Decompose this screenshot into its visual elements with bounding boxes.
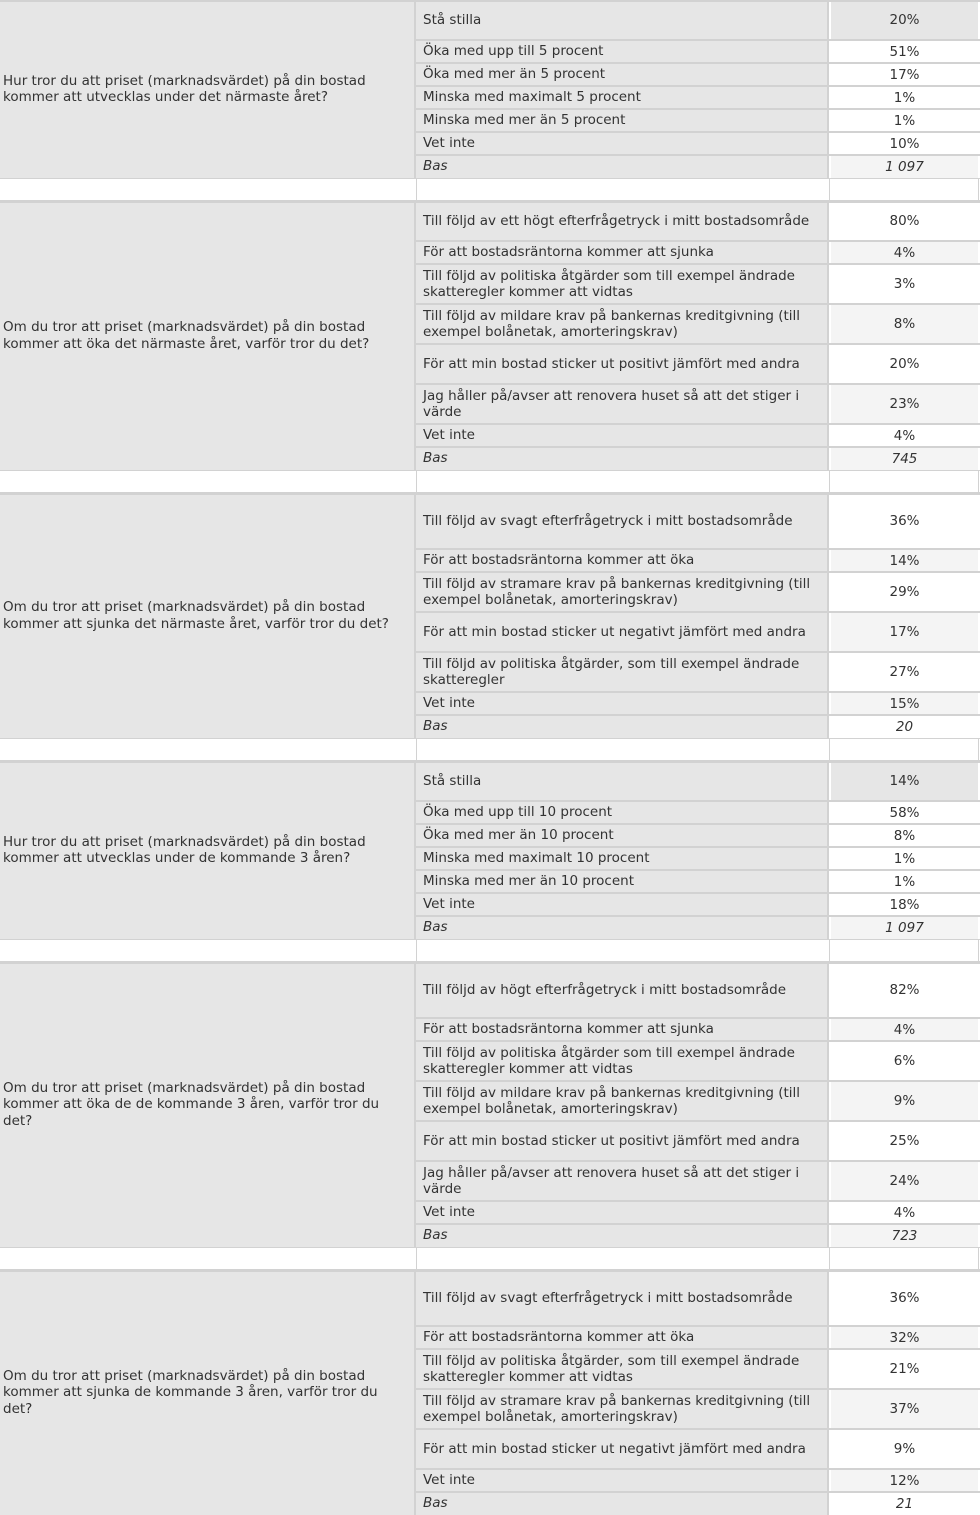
answer-row bbox=[416, 1018, 980, 1041]
answer-row bbox=[416, 1349, 980, 1389]
answer-percentage: 8% bbox=[831, 824, 978, 847]
answer-row bbox=[416, 1081, 980, 1121]
answer-percentage: 8% bbox=[831, 304, 978, 344]
base-label: Bas bbox=[416, 715, 828, 738]
answer-row bbox=[416, 1161, 980, 1201]
base-label: Bas bbox=[416, 1492, 828, 1515]
answer-label: För att bostadsräntorna kommer att öka bbox=[416, 549, 828, 572]
spacer-border bbox=[0, 738, 980, 739]
answer-label: För att min bostad sticker ut positivt jämfört med andra bbox=[416, 344, 828, 384]
answer-percentage: 58% bbox=[831, 801, 978, 824]
question-top-border bbox=[0, 201, 416, 203]
spacer-separator bbox=[829, 178, 830, 201]
answer-percentage: 6% bbox=[831, 1041, 978, 1081]
row-divider bbox=[416, 548, 980, 550]
answer-percentage: 1% bbox=[831, 847, 978, 870]
answer-label: Minska med mer än 10 procent bbox=[416, 870, 828, 893]
row-divider bbox=[416, 1468, 980, 1470]
question-top-border bbox=[0, 493, 416, 495]
question-block bbox=[0, 0, 980, 178]
base-row bbox=[416, 155, 980, 178]
row-divider bbox=[416, 1491, 980, 1493]
spacer-separator bbox=[416, 939, 417, 962]
row-divider bbox=[416, 0, 980, 2]
answer-percentage: 29% bbox=[831, 572, 978, 612]
answer-percentage: 20% bbox=[831, 344, 978, 384]
base-row bbox=[416, 447, 980, 470]
row-divider bbox=[416, 493, 980, 495]
spacer-separator bbox=[829, 470, 830, 493]
answer-row bbox=[416, 86, 980, 109]
answer-label: Minska med maximalt 5 procent bbox=[416, 86, 828, 109]
row-divider bbox=[416, 571, 980, 573]
column-separator-left bbox=[414, 761, 416, 939]
question-block bbox=[0, 1270, 980, 1515]
row-divider bbox=[416, 823, 980, 825]
row-divider bbox=[416, 39, 980, 41]
answer-label: Stå stilla bbox=[416, 0, 828, 40]
answer-row bbox=[416, 1041, 980, 1081]
answer-percentage: 27% bbox=[831, 652, 978, 692]
spacer-separator bbox=[416, 470, 417, 493]
spacer-row bbox=[0, 1247, 980, 1270]
answer-percentage: 20% bbox=[831, 0, 978, 40]
question-text: Om du tror att priset (marknadsvärdet) på din bostad kommer att sjunka de kommande 3 åren, varför tror du det? bbox=[0, 1270, 416, 1515]
answer-row bbox=[416, 962, 980, 1018]
answer-row bbox=[416, 344, 980, 384]
row-divider bbox=[416, 423, 980, 425]
answer-percentage: 36% bbox=[831, 1270, 978, 1326]
column-separator-right bbox=[827, 0, 829, 178]
base-row bbox=[416, 1492, 980, 1515]
answer-percentage: 23% bbox=[831, 384, 978, 424]
answer-percentage: 1% bbox=[831, 86, 978, 109]
question-top-border bbox=[0, 962, 416, 964]
answer-label: Jag håller på/avser att renovera huset så att det stiger i värde bbox=[416, 1161, 828, 1201]
answer-percentage: 82% bbox=[831, 962, 978, 1018]
answer-row bbox=[416, 1326, 980, 1349]
base-count: 1 097 bbox=[831, 155, 978, 178]
base-count: 21 bbox=[831, 1492, 978, 1515]
answer-label: Till följd av politiska åtgärder som till exempel ändrade skatteregler kommer att vidtas bbox=[416, 1041, 828, 1081]
spacer-border bbox=[0, 178, 980, 179]
base-label: Bas bbox=[416, 447, 828, 470]
question-block bbox=[0, 962, 980, 1247]
answer-label: Vet inte bbox=[416, 1469, 828, 1492]
answer-label: För att bostadsräntorna kommer att öka bbox=[416, 1326, 828, 1349]
answer-label: Till följd av svagt efterfrågetryck i mitt bostadsområde bbox=[416, 1270, 828, 1326]
answer-percentage: 24% bbox=[831, 1161, 978, 1201]
spacer-separator bbox=[416, 1247, 417, 1270]
answer-label: Minska med maximalt 10 procent bbox=[416, 847, 828, 870]
column-separator-left bbox=[414, 493, 416, 738]
row-divider bbox=[416, 62, 980, 64]
answer-percentage: 10% bbox=[831, 132, 978, 155]
spacer-border bbox=[0, 1247, 980, 1248]
row-divider bbox=[416, 892, 980, 894]
row-divider bbox=[416, 263, 980, 265]
spacer-separator bbox=[829, 738, 830, 761]
row-divider bbox=[416, 800, 980, 802]
answer-label: För att min bostad sticker ut positivt jämfört med andra bbox=[416, 1121, 828, 1161]
row-divider bbox=[416, 915, 980, 917]
column-separator-right bbox=[827, 1270, 829, 1515]
answer-label: Till följd av stramare krav på bankernas kreditgivning (till exempel bolånetak, amorteringskrav) bbox=[416, 1389, 828, 1429]
spacer-row bbox=[0, 470, 980, 493]
row-divider bbox=[416, 240, 980, 242]
question-top-border bbox=[0, 0, 416, 2]
answer-label: Minska med mer än 5 procent bbox=[416, 109, 828, 132]
answer-percentage: 51% bbox=[831, 40, 978, 63]
answer-row bbox=[416, 761, 980, 801]
answer-percentage: 37% bbox=[831, 1389, 978, 1429]
base-row bbox=[416, 1224, 980, 1247]
spacer-row bbox=[0, 939, 980, 962]
answer-label: Öka med upp till 10 procent bbox=[416, 801, 828, 824]
row-divider bbox=[416, 1120, 980, 1122]
row-divider bbox=[416, 303, 980, 305]
base-label: Bas bbox=[416, 155, 828, 178]
answer-percentage: 15% bbox=[831, 692, 978, 715]
row-divider bbox=[416, 714, 980, 716]
column-separator-right bbox=[827, 201, 829, 470]
answer-row bbox=[416, 132, 980, 155]
spacer-separator bbox=[416, 178, 417, 201]
column-separator-left bbox=[414, 1270, 416, 1515]
row-divider bbox=[416, 846, 980, 848]
answer-row bbox=[416, 824, 980, 847]
row-divider bbox=[416, 1223, 980, 1225]
answer-percentage: 32% bbox=[831, 1326, 978, 1349]
row-divider bbox=[416, 154, 980, 156]
answer-row bbox=[416, 1429, 980, 1469]
spacer-separator bbox=[978, 470, 979, 493]
spacer-separator bbox=[416, 738, 417, 761]
question-top-border bbox=[0, 761, 416, 763]
answer-label: För att min bostad sticker ut negativt jämfört med andra bbox=[416, 1429, 828, 1469]
base-label: Bas bbox=[416, 916, 828, 939]
answer-label: Till följd av mildare krav på bankernas kreditgivning (till exempel bolånetak, amorteringskrav) bbox=[416, 304, 828, 344]
question-text: Om du tror att priset (marknadsvärdet) på din bostad kommer att öka de de kommande 3 åren, varför tror du det? bbox=[0, 962, 416, 1247]
answer-percentage: 18% bbox=[831, 893, 978, 916]
answer-label: Till följd av högt efterfrågetryck i mitt bostadsområde bbox=[416, 962, 828, 1018]
answer-row bbox=[416, 652, 980, 692]
spacer-border bbox=[0, 470, 980, 471]
answer-row bbox=[416, 63, 980, 86]
answer-row bbox=[416, 264, 980, 304]
answer-label: Öka med upp till 5 procent bbox=[416, 40, 828, 63]
answer-label: Till följd av politiska åtgärder, som till exempel ändrade skatteregler bbox=[416, 652, 828, 692]
row-divider bbox=[416, 201, 980, 203]
answer-percentage: 14% bbox=[831, 549, 978, 572]
column-separator-right bbox=[827, 962, 829, 1247]
answer-row bbox=[416, 384, 980, 424]
base-row bbox=[416, 715, 980, 738]
spacer-separator bbox=[829, 939, 830, 962]
answer-label: Stå stilla bbox=[416, 761, 828, 801]
base-count: 723 bbox=[831, 1224, 978, 1247]
answer-percentage: 9% bbox=[831, 1429, 978, 1469]
spacer-separator bbox=[829, 1247, 830, 1270]
column-separator-left bbox=[414, 962, 416, 1247]
row-divider bbox=[416, 1388, 980, 1390]
answer-row bbox=[416, 40, 980, 63]
answer-row bbox=[416, 304, 980, 344]
answer-percentage: 4% bbox=[831, 1018, 978, 1041]
answer-row bbox=[416, 893, 980, 916]
answer-label: För att bostadsräntorna kommer att sjunka bbox=[416, 1018, 828, 1041]
answer-label: Vet inte bbox=[416, 424, 828, 447]
spacer-separator bbox=[978, 1247, 979, 1270]
row-divider bbox=[416, 962, 980, 964]
base-count: 20 bbox=[831, 715, 978, 738]
answer-row bbox=[416, 847, 980, 870]
answer-percentage: 21% bbox=[831, 1349, 978, 1389]
row-divider bbox=[416, 1428, 980, 1430]
column-separator-right bbox=[827, 493, 829, 738]
answer-label: För att bostadsräntorna kommer att sjunka bbox=[416, 241, 828, 264]
answer-percentage: 4% bbox=[831, 1201, 978, 1224]
row-divider bbox=[416, 651, 980, 653]
row-divider bbox=[416, 343, 980, 345]
spacer-row bbox=[0, 738, 980, 761]
spacer-separator bbox=[978, 939, 979, 962]
answer-row bbox=[416, 572, 980, 612]
answer-label: Vet inte bbox=[416, 1201, 828, 1224]
row-divider bbox=[416, 1325, 980, 1327]
row-divider bbox=[416, 869, 980, 871]
spacer-border bbox=[0, 939, 980, 940]
answer-row bbox=[416, 1270, 980, 1326]
row-divider bbox=[416, 85, 980, 87]
answer-percentage: 80% bbox=[831, 201, 978, 241]
answer-label: Vet inte bbox=[416, 692, 828, 715]
answer-label: Vet inte bbox=[416, 132, 828, 155]
answer-label: Till följd av politiska åtgärder, som till exempel ändrade skatteregler kommer att vidtas bbox=[416, 1349, 828, 1389]
row-divider bbox=[416, 611, 980, 613]
answer-row bbox=[416, 1469, 980, 1492]
answer-percentage: 4% bbox=[831, 241, 978, 264]
answer-percentage: 4% bbox=[831, 424, 978, 447]
answer-percentage: 9% bbox=[831, 1081, 978, 1121]
answer-row bbox=[416, 1389, 980, 1429]
question-text: Hur tror du att priset (marknadsvärdet) på din bostad kommer att utvecklas under det närmaste året? bbox=[0, 0, 416, 178]
answer-row bbox=[416, 1121, 980, 1161]
spacer-separator bbox=[978, 738, 979, 761]
row-divider bbox=[416, 691, 980, 693]
spacer-separator bbox=[978, 178, 979, 201]
answer-label: För att min bostad sticker ut negativt jämfört med andra bbox=[416, 612, 828, 652]
answer-row bbox=[416, 201, 980, 241]
answer-row bbox=[416, 801, 980, 824]
answer-percentage: 17% bbox=[831, 63, 978, 86]
row-divider bbox=[416, 1270, 980, 1272]
row-divider bbox=[416, 108, 980, 110]
row-divider bbox=[416, 1040, 980, 1042]
answer-percentage: 14% bbox=[831, 761, 978, 801]
row-divider bbox=[416, 1080, 980, 1082]
question-text: Om du tror att priset (marknadsvärdet) på din bostad kommer att öka det närmaste året, varför tror du det? bbox=[0, 201, 416, 470]
row-divider bbox=[416, 1200, 980, 1202]
row-divider bbox=[416, 383, 980, 385]
answer-row bbox=[416, 241, 980, 264]
answer-label: Vet inte bbox=[416, 893, 828, 916]
answer-label: Öka med mer än 5 procent bbox=[416, 63, 828, 86]
answer-row bbox=[416, 549, 980, 572]
spacer-row bbox=[0, 178, 980, 201]
answer-percentage: 1% bbox=[831, 870, 978, 893]
question-block bbox=[0, 761, 980, 939]
row-divider bbox=[416, 131, 980, 133]
answer-row bbox=[416, 692, 980, 715]
base-count: 745 bbox=[831, 447, 978, 470]
row-divider bbox=[416, 1160, 980, 1162]
question-top-border bbox=[0, 1270, 416, 1272]
row-divider bbox=[416, 761, 980, 763]
answer-row bbox=[416, 493, 980, 549]
answer-row bbox=[416, 0, 980, 40]
answer-label: Till följd av ett högt efterfrågetryck i mitt bostadsområde bbox=[416, 201, 828, 241]
answer-row bbox=[416, 870, 980, 893]
answer-percentage: 17% bbox=[831, 612, 978, 652]
answer-label: Jag håller på/avser att renovera huset så att det stiger i värde bbox=[416, 384, 828, 424]
answer-percentage: 1% bbox=[831, 109, 978, 132]
answer-row bbox=[416, 1201, 980, 1224]
question-block bbox=[0, 493, 980, 738]
base-label: Bas bbox=[416, 1224, 828, 1247]
answer-label: Till följd av stramare krav på bankernas kreditgivning (till exempel bolånetak, amorteringskrav) bbox=[416, 572, 828, 612]
answer-percentage: 3% bbox=[831, 264, 978, 304]
answer-label: Till följd av politiska åtgärder som till exempel ändrade skatteregler kommer att vidtas bbox=[416, 264, 828, 304]
question-text: Om du tror att priset (marknadsvärdet) på din bostad kommer att sjunka det närmaste året, varför tror du det? bbox=[0, 493, 416, 738]
answer-label: Öka med mer än 10 procent bbox=[416, 824, 828, 847]
answer-percentage: 36% bbox=[831, 493, 978, 549]
question-block bbox=[0, 201, 980, 470]
column-separator-left bbox=[414, 0, 416, 178]
answer-percentage: 25% bbox=[831, 1121, 978, 1161]
base-row bbox=[416, 916, 980, 939]
answer-percentage: 12% bbox=[831, 1469, 978, 1492]
answer-label: Till följd av svagt efterfrågetryck i mitt bostadsområde bbox=[416, 493, 828, 549]
row-divider bbox=[416, 1348, 980, 1350]
column-separator-left bbox=[414, 201, 416, 470]
row-divider bbox=[416, 1017, 980, 1019]
answer-row bbox=[416, 109, 980, 132]
row-divider bbox=[416, 446, 980, 448]
answer-row bbox=[416, 424, 980, 447]
question-text: Hur tror du att priset (marknadsvärdet) på din bostad kommer att utvecklas under de kommande 3 åren? bbox=[0, 761, 416, 939]
base-count: 1 097 bbox=[831, 916, 978, 939]
answer-row bbox=[416, 612, 980, 652]
column-separator-right bbox=[827, 761, 829, 939]
answer-label: Till följd av mildare krav på bankernas kreditgivning (till exempel bolånetak, amorteringskrav) bbox=[416, 1081, 828, 1121]
